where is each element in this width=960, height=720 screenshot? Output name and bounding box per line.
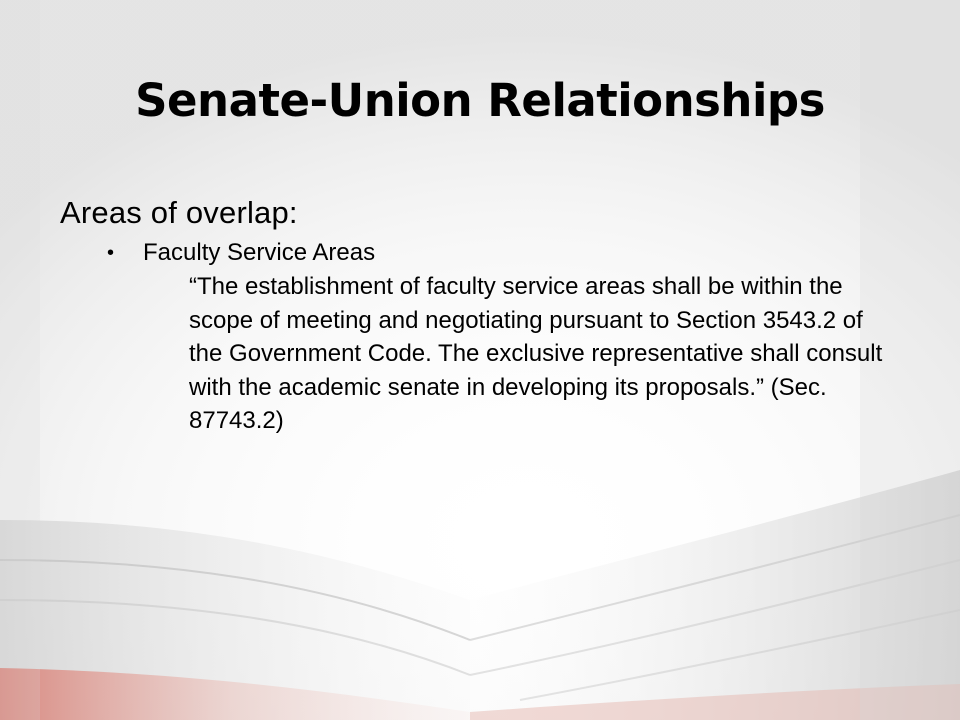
section-heading: Areas of overlap: <box>60 195 298 230</box>
bullet-dot-icon: • <box>107 242 115 264</box>
bullet-label: Faculty Service Areas <box>143 239 376 266</box>
bullet-item <box>107 236 910 270</box>
statute-quote: “The establishment of faculty service areas shall be within the scope of meeting and negotiating pursuant to Section 3543.2 of the Government Code. The exclusive representative shall consult with the academic senate in developing its proposals.” (Sec. 87743.2) <box>189 273 883 434</box>
slide-title: Senate-Union Relationships <box>135 74 825 127</box>
slide-content <box>60 190 910 438</box>
